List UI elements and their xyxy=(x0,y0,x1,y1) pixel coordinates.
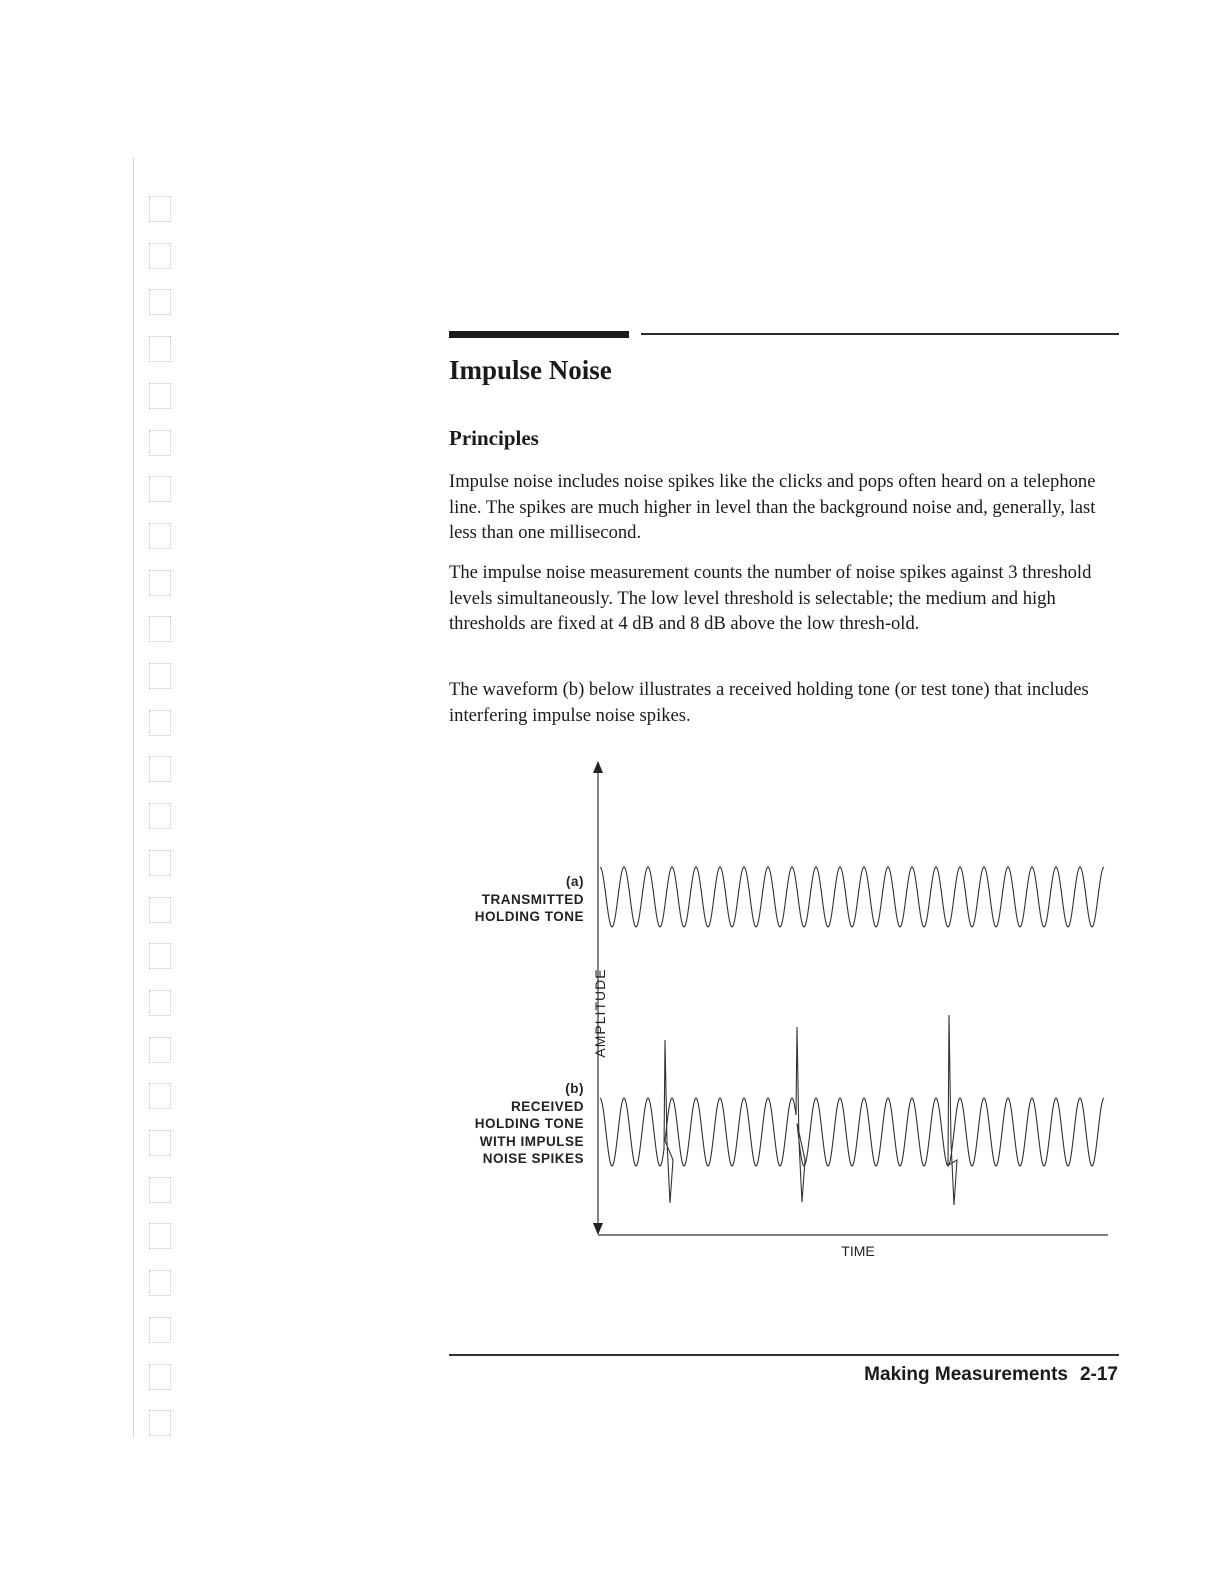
paragraph-thresholds: The impulse noise measurement counts the number of noise spikes against 3 threshold levels simultaneously. The low level threshold is selectable; the medium and high thresholds are fixed at 4 dB and 8 dB above the low thresh-old. xyxy=(449,562,1092,634)
binder-hole xyxy=(149,850,171,876)
label-b-line: NOISE SPIKES xyxy=(482,1151,584,1166)
binder-margin-line xyxy=(133,158,134,1438)
binder-hole xyxy=(149,897,171,923)
binder-hole xyxy=(149,243,171,269)
binder-hole xyxy=(149,1083,171,1109)
binder-hole xyxy=(149,1364,171,1390)
label-b-line: HOLDING TONE xyxy=(474,1116,584,1131)
footer-rule xyxy=(449,1354,1119,1356)
paragraph-intro: Impulse noise includes noise spikes like the clicks and pops often heard on a telephone line. The spikes are much higher in level than the background noise and, generally, last less than one millisecond. xyxy=(449,471,1096,543)
label-received-holding-tone xyxy=(434,1080,584,1168)
label-b-line: RECEIVED xyxy=(510,1098,584,1114)
section-rule-thin xyxy=(641,333,1119,335)
binder-hole xyxy=(149,990,171,1016)
label-transmitted-holding-tone xyxy=(434,873,584,926)
amplitude-axis-arrow-up xyxy=(593,761,603,773)
label-a-line: HOLDING TONE xyxy=(474,909,584,924)
waveform-figure xyxy=(440,755,1130,1275)
binder-hole xyxy=(149,289,171,315)
section-subtitle: Principles xyxy=(449,426,539,450)
time-axis-label: TIME xyxy=(841,1243,875,1259)
amplitude-axis-arrow-down xyxy=(593,1223,603,1235)
binder-hole xyxy=(149,336,171,362)
binder-hole xyxy=(149,756,171,782)
binder-hole xyxy=(149,1130,171,1156)
binder-hole xyxy=(149,803,171,829)
section-title: Impulse Noise xyxy=(449,355,612,385)
binder-hole xyxy=(149,570,171,596)
binder-hole xyxy=(149,1037,171,1063)
binder-hole xyxy=(149,616,171,642)
binder-hole xyxy=(149,663,171,689)
transmitted-tone-waveform xyxy=(600,867,1104,927)
binder-hole xyxy=(149,523,171,549)
section-rule-thick xyxy=(449,331,629,338)
binder-hole xyxy=(149,1410,171,1436)
binder-hole xyxy=(149,196,171,222)
binder-hole xyxy=(149,1177,171,1203)
label-b-line: WITH IMPULSE xyxy=(479,1133,584,1149)
label-a-line: TRANSMITTED xyxy=(481,891,584,907)
binder-hole xyxy=(149,1270,171,1296)
label-b-line: (b) xyxy=(565,1081,584,1096)
binder-hole xyxy=(149,710,171,736)
binder-hole xyxy=(149,943,171,969)
paragraph-waveform: The waveform (b) below illustrates a received holding tone (or test tone) that includes interfering impulse noise spikes. xyxy=(449,679,1089,726)
amplitude-axis-label: AMPLITUDE xyxy=(592,968,608,1058)
waveform-diagram xyxy=(440,755,1130,1275)
footer-section-name: Making Measurements xyxy=(864,1364,1068,1385)
page-footer xyxy=(864,1364,1118,1386)
binder-hole xyxy=(149,383,171,409)
received-tone-waveform xyxy=(600,1015,1104,1205)
binder-hole xyxy=(149,430,171,456)
binder-hole xyxy=(149,1223,171,1249)
footer-page-number: 2-17 xyxy=(1079,1364,1118,1385)
binder-hole xyxy=(149,476,171,502)
label-a-line: (a) xyxy=(566,874,584,889)
binder-hole xyxy=(149,1317,171,1343)
